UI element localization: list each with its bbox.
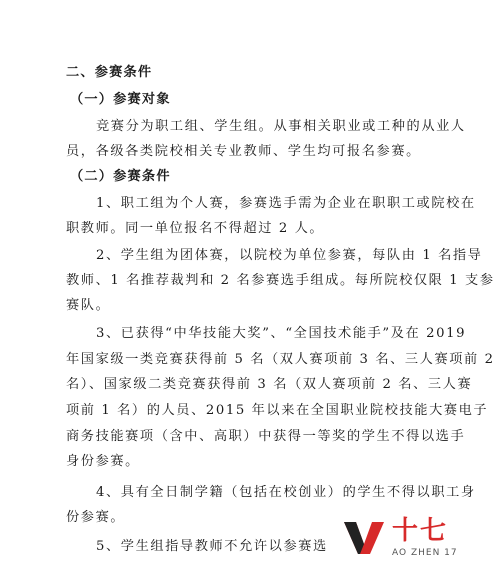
para1-line-2: 员，各级各类院校相关专业教师、学生均可报名参赛。 bbox=[66, 144, 421, 159]
watermark-title: 十七 bbox=[392, 516, 449, 546]
item3-line-3: 名）、国家级二类竞赛获得前 3 名（双人赛项前 2 名、三人赛 bbox=[66, 377, 473, 392]
item3-line-1: 3、已获得“中华技能大奖”、“全国技术能手”及在 2019 bbox=[96, 326, 467, 341]
item5-line-1: 5、学生组指导教师不允许以参赛选 bbox=[96, 539, 328, 554]
item3-line-4: 项前 1 名）的人员、2015 年以来在全国职业院校技能大赛电子 bbox=[66, 403, 489, 418]
subsection-heading-2: （二）参赛条件 bbox=[70, 169, 171, 184]
item3-line-2: 年国家级一类竞赛获得前 5 名（双人赛项前 3 名、三人赛项前 2 bbox=[66, 352, 495, 367]
subsection-heading-1: （一）参赛对象 bbox=[70, 92, 171, 107]
item1-line-2: 职教师。同一单位报名不得超过 2 人。 bbox=[66, 221, 325, 236]
item3-line-6: 身份参赛。 bbox=[66, 454, 140, 469]
section-heading: 二、参赛条件 bbox=[66, 65, 153, 80]
logo-mark-icon bbox=[342, 516, 386, 556]
para1-line-1: 竞赛分为职工组、学生组。从事相关职业或工种的从业人 bbox=[96, 119, 466, 134]
item4-line-2: 份参赛。 bbox=[66, 510, 126, 525]
item3-line-5: 商务技能赛项（含中、高职）中获得一等奖的学生不得以选手 bbox=[66, 429, 466, 444]
item2-line-2: 教师、1 名推荐裁判和 2 名参赛选手组成。每所院校仅限 1 支参 bbox=[66, 273, 495, 288]
item2-line-1: 2、学生组为团体赛，以院校为单位参赛，每队由 1 名指导 bbox=[96, 248, 483, 263]
watermark-logo bbox=[342, 516, 482, 566]
item1-line-1: 1、职工组为个人赛，参赛选手需为企业在职职工或院校在 bbox=[96, 196, 476, 211]
watermark-subtitle: AO ZHEN 17 bbox=[392, 548, 458, 558]
item2-line-3: 赛队。 bbox=[66, 298, 111, 313]
item4-line-1: 4、具有全日制学籍（包括在校创业）的学生不得以职工身 bbox=[96, 485, 476, 500]
